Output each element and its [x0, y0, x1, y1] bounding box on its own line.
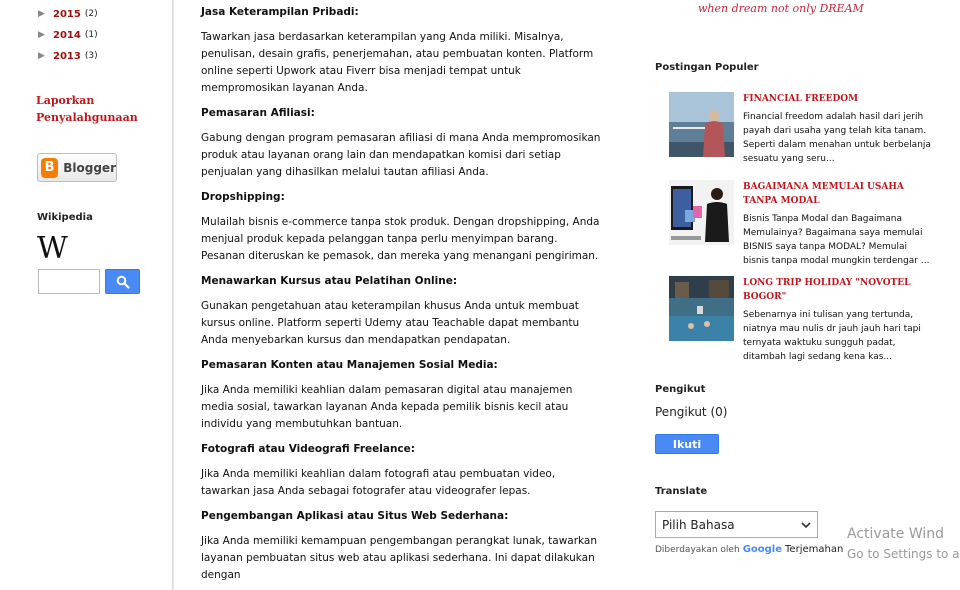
powered-by-text: Diberdayakan oleh [655, 544, 740, 555]
follow-button[interactable]: Ikuti [655, 434, 719, 454]
section-heading: Pemasaran Konten atau Manajemen Sosial Media: [201, 359, 498, 371]
section-paragraph: Tawarkan jasa berdasarkan keterampilan yang Anda miliki. Misalnya, penulisan, desain grafis, penerjemahan, atau pembuatan konten. Platform online seperti Upwork atau Fiverr bisa menjadi tempat untuk mempromosikan layanan Anda. [201, 31, 594, 94]
report-abuse-link[interactable]: Laporkan Penyalahgunaan [36, 94, 138, 124]
section-heading: Pengembangan Aplikasi atau Situs Web Sederhana: [201, 510, 509, 522]
post-content-area [173, 0, 629, 590]
language-select-value: Pilih Bahasa [662, 517, 735, 532]
section-paragraph: Jika Anda memiliki kemampuan pengembangan perangkat lunak, tawarkan layanan pembuatan situs web atau aplikasi sederhana. Ini dapat dilakukan dengan [201, 535, 598, 581]
archive-count: (2) [84, 9, 98, 19]
popular-post-snippet: Sebenarnya ini tulisan yang tertunda, niatnya mau nulis dr jauh jauh hari tapi ternyata waktuku sungguh padat, ditambah lagi sedang kena kas... [743, 310, 921, 362]
followers-widget-title: Pengikut [655, 384, 706, 395]
section-paragraph: Jika Anda memiliki keahlian dalam pemasaran digital atau manajemen media sosial, tawarkan layanan Anda kepada pemilik bisnis kecil atau individu yang membutuhkan bantuan. [201, 384, 573, 430]
wikipedia-logo-icon: W [37, 231, 68, 266]
section-heading: Dropshipping: [201, 191, 285, 203]
translate-powered-by [655, 544, 843, 555]
blog-tagline: when dream not only DREAM [698, 2, 864, 15]
post-body [201, 0, 601, 590]
chevron-down-icon [801, 521, 811, 529]
right-sidebar [628, 0, 960, 590]
blogger-badge[interactable] [37, 153, 117, 182]
archive-item-2015[interactable] [38, 4, 98, 25]
section-heading: Pemasaran Afiliasi: [201, 107, 315, 119]
archive-item-2014[interactable] [38, 25, 98, 46]
archive-count: (3) [84, 51, 98, 61]
archive-year[interactable]: 2014 [53, 30, 81, 41]
left-sidebar [0, 0, 173, 590]
wikipedia-search-button[interactable] [105, 269, 140, 294]
section-paragraph: Mulailah bisnis e-commerce tanpa stok produk. Dengan dropshipping, Anda menjual produk kepada pelanggan tanpa perlu menyimpan barang. Pesanan diteruskan ke pemasok, dan mereka yang menangani pengiriman. [201, 216, 600, 262]
wikipedia-search-input[interactable] [38, 269, 100, 294]
translate-link[interactable]: Terjemahan [785, 544, 844, 555]
post-thumbnail[interactable] [669, 92, 734, 157]
watermark-line2: Go to Settings to a [847, 547, 960, 561]
popular-post-title[interactable]: BAGAIMANA MEMULAI USAHA TANPA MODAL [743, 182, 904, 206]
blogger-badge-label: Blogger [63, 160, 116, 175]
post-thumbnail[interactable] [669, 276, 734, 341]
search-icon [116, 275, 130, 289]
windows-activation-watermark [847, 524, 960, 564]
section-heading: Jasa Keterampilan Pribadi: [201, 6, 359, 18]
archive-year[interactable]: 2015 [53, 9, 81, 20]
popular-post-snippet: Financial freedom adalah hasil dari jerih payah dari usaha yang telah kita tanam. Seperti dalam menahan untuk berbelanja sesuatu yang seru... [743, 112, 931, 164]
popular-post-snippet: Bisnis Tanpa Modal dan Bagaimana Memulainya? Bagaimana saya memulai BISNIS saya tanpa MODAL? Memulai bisnis tanpa modal mungkin terdengar ... [743, 214, 930, 266]
translate-widget-title: Translate [655, 486, 708, 497]
popular-posts-title: Postingan Populer [655, 62, 759, 73]
triangle-right-icon[interactable]: ▶ [38, 9, 45, 19]
blog-archive [38, 4, 98, 67]
archive-year[interactable]: 2013 [53, 51, 81, 62]
section-paragraph: Gunakan pengetahuan atau keterampilan khusus Anda untuk membuat kursus online. Platform seperti Udemy atau Teachable dapat membantu Anda menyebarkan kursus dan mendapatkan pendapatan. [201, 300, 580, 346]
section-heading: Menawarkan Kursus atau Pelatihan Online: [201, 275, 458, 287]
triangle-right-icon[interactable]: ▶ [38, 51, 45, 61]
triangle-right-icon[interactable]: ▶ [38, 30, 45, 40]
followers-count: Pengikut (0) [655, 405, 728, 419]
archive-item-2013[interactable] [38, 46, 98, 67]
post-thumbnail[interactable] [669, 180, 734, 245]
section-heading: Fotografi atau Videografi Freelance: [201, 443, 415, 455]
wikipedia-widget-title: Wikipedia [37, 212, 93, 223]
popular-post-title[interactable]: LONG TRIP HOLIDAY "NOVOTEL BOGOR" [743, 278, 911, 302]
blogger-icon: B [41, 158, 58, 178]
watermark-line1: Activate Wind [847, 526, 945, 542]
archive-count: (1) [84, 30, 98, 40]
section-paragraph: Jika Anda memiliki keahlian dalam fotografi atau pembuatan video, tawarkan jasa Anda sebagai fotografer atau videografer lepas. [201, 468, 556, 497]
popular-post-title[interactable]: FINANCIAL FREEDOM [743, 94, 859, 104]
google-logo-icon: Google [742, 544, 783, 555]
section-paragraph: Gabung dengan program pemasaran afiliasi di mana Anda mempromosikan produk atau layanan orang lain dan mendapatkan komisi dari setiap penjualan yang dihasilkan melalui tautan afiliasi Anda. [201, 132, 601, 178]
language-select[interactable] [655, 511, 818, 538]
